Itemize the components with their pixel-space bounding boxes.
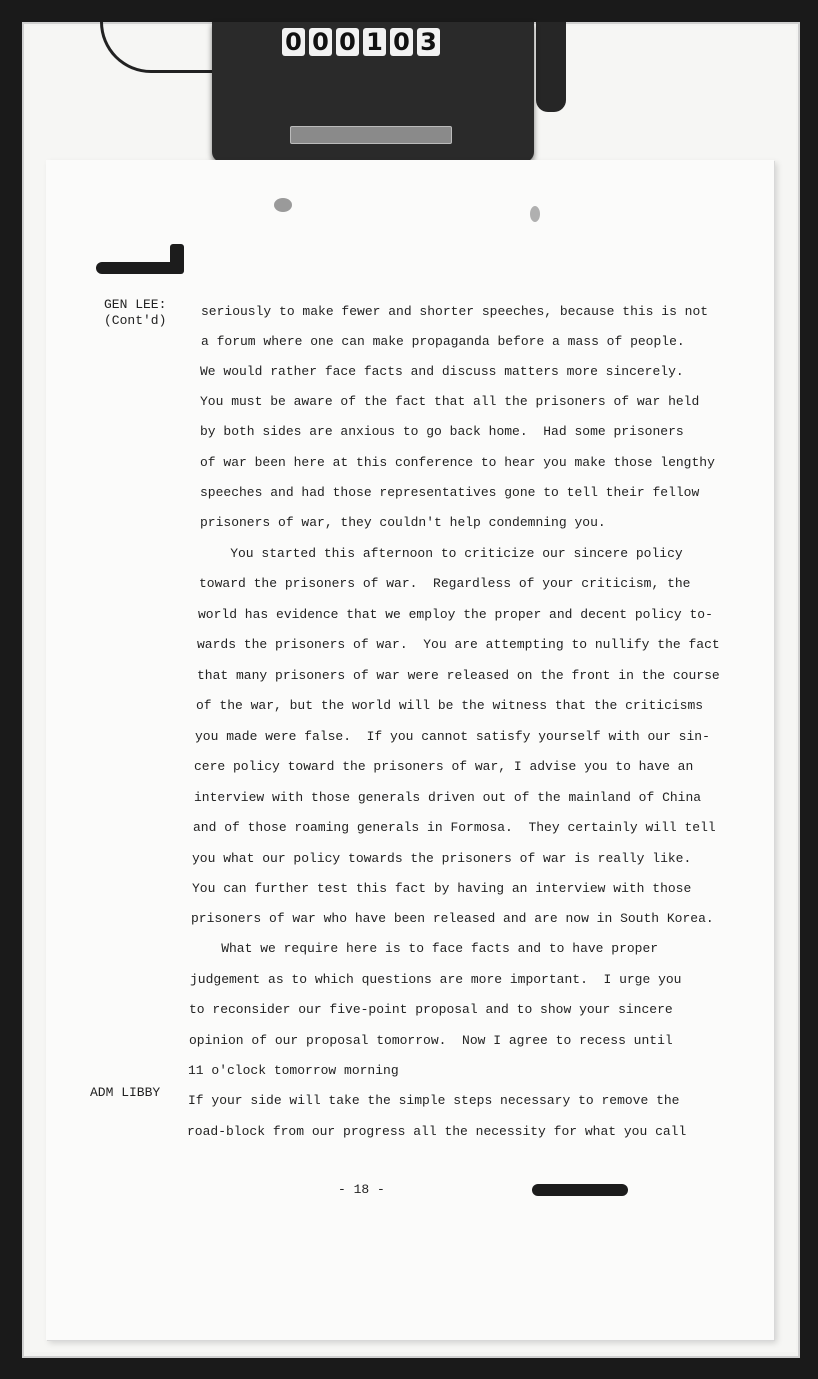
body-line: a forum where one can make propaganda before a mass of people. [201,334,685,349]
body-line: If your side will take the simple steps necessary to remove the [188,1093,680,1108]
page-number: - 18 - [338,1182,385,1197]
body-line: world has evidence that we employ the proper and decent policy to- [198,607,713,622]
body-line: and of those roaming generals in Formosa. They certainly will tell [193,820,716,835]
body-line: that many prisoners of war were released on the front in the course [197,668,720,683]
body-line: cere policy toward the prisoners of war, I advise you to have an [194,759,694,774]
counter-knob [536,22,566,112]
body-line: by both sides are anxious to go back home. Had some prisoners [200,424,684,439]
body-line: 11 o'clock tomorrow morning [188,1063,399,1078]
body-line: wards the prisoners of war. You are attempting to nullify the fact [197,637,720,652]
body-line: toward the prisoners of war. Regardless of your criticism, the [199,576,691,591]
body-line: You can further test this fact by having an interview with those [192,881,692,896]
body-line: to reconsider our five-point proposal and to show your sincere [189,1002,673,1017]
counter-digit: 0 [309,28,332,56]
frame-counter-device [212,22,534,162]
speaker-label-continued: (Cont'd) [104,313,167,328]
speaker-label: GEN LEE: [104,297,167,312]
speaker-label: ADM LIBBY [90,1085,161,1100]
body-line: road-block from our progress all the necessity for what you call [187,1124,687,1139]
counter-digit: 1 [363,28,386,56]
body-line: What we require here is to face facts and to have proper [190,941,659,956]
body-line: you made were false. If you cannot satisfy yourself with our sin- [195,729,710,744]
punch-hole-mark [274,198,292,212]
body-line: You started this afternoon to criticize our sincere policy [199,546,683,561]
counter-digit: 0 [282,28,305,56]
counter-digit: 3 [417,28,440,56]
body-line: of the war, but the world will be the witness that the criticisms [196,698,704,713]
redaction-mark [532,1184,628,1196]
body-line: prisoners of war who have been released and are now in South Korea. [191,911,714,926]
body-line: You must be aware of the fact that all the prisoners of war held [200,394,700,409]
body-line: interview with those generals driven out of the mainland of China [194,790,702,805]
body-line: seriously to make fewer and shorter speeches, because this is not [201,304,709,319]
body-line: speeches and had those representatives gone to tell their fellow [200,485,700,500]
counter-digit: 0 [390,28,413,56]
body-line: judgement as to which questions are more important. I urge you [190,972,682,987]
counter-digit: 0 [336,28,359,56]
frame-counter-digits [282,28,440,56]
counter-nameplate [290,126,452,144]
body-line: opinion of our proposal tomorrow. Now I agree to recess until [189,1033,673,1048]
body-line: We would rather face facts and discuss matters more sincerely. [200,364,684,379]
body-line: of war been here at this conference to hear you make those lengthy [200,455,715,470]
body-line: you what our policy towards the prisoners of war is really like. [192,851,692,866]
body-line: prisoners of war, they couldn't help condemning you. [200,515,606,530]
document-page [46,160,774,1340]
punch-hole-mark [530,206,540,222]
redaction-mark [170,244,184,274]
